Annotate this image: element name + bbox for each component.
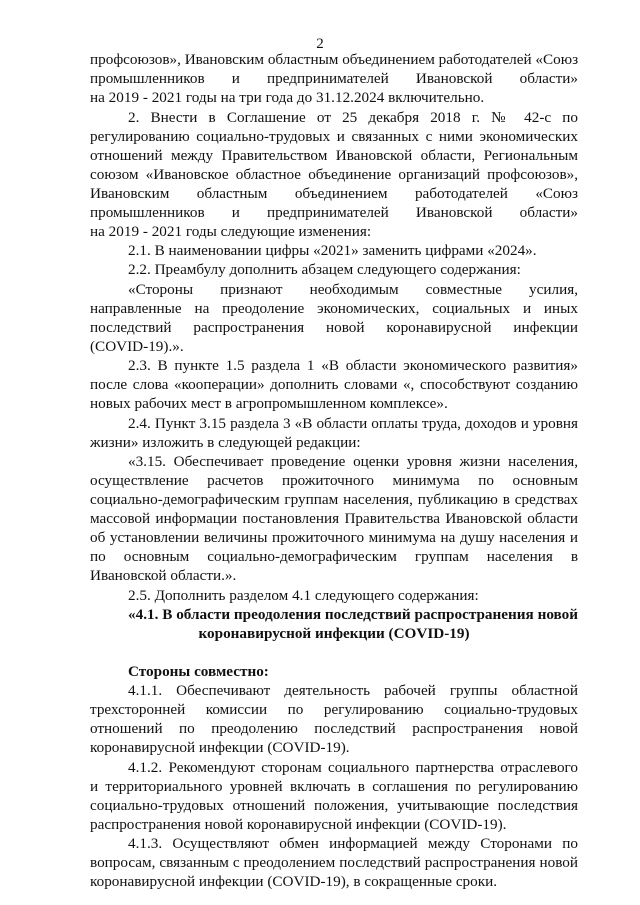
text-line: по основным социально-демографическим группам населения в — [90, 548, 578, 565]
text-line: коронавирусной инфекции (COVID-19), в сокращенные сроки. — [90, 873, 498, 890]
text-line: направленные на преодоление экономических, социальных и иных — [90, 300, 578, 317]
text-line: отношений между Правительством Ивановской области, Региональным — [90, 147, 578, 164]
text-line: регулированию социально-трудовых и связанных с ними экономических — [90, 128, 578, 145]
text-line: массовой информации постановления Правительства Ивановской области — [90, 510, 578, 527]
text-line: 4.1.2. Рекомендуют сторонам социального партнерства отраслевого — [128, 759, 578, 776]
text-line: новых рабочих мест в агропромышленном комплексе». — [90, 395, 448, 412]
text-line: осуществление расчетов прожиточного минимума по основным — [90, 472, 578, 489]
text-line: союзом «Ивановское областное объединение организаций профсоюзов», — [90, 166, 578, 183]
text-line: на 2019 - 2021 годы на три года до 31.12.2024 включительно. — [90, 89, 485, 106]
text-line: 2. Внести в Соглашение от 25 декабря 2018 г. № 42-с по — [128, 109, 578, 126]
text-line: вопросам, связанным с преодолением последствий распространения новой — [90, 854, 578, 871]
text-line: трехсторонней комиссии по регулированию социально-трудовых — [90, 701, 578, 718]
text-line: 2.1. В наименовании цифры «2021» заменить цифрами «2024». — [128, 242, 537, 259]
text-line: 4.1.3. Осуществляют обмен информацией между Сторонами по — [128, 835, 578, 852]
text-line: социально-демографическим группам населения, публикацию в средствах — [90, 491, 578, 508]
text-line: на 2019 - 2021 годы следующие изменения: — [90, 223, 372, 240]
text-line: «Стороны признают необходимым совместные усилия, — [128, 281, 578, 298]
text-line: социально-трудовых отношений положения, учитывающие последствия — [90, 797, 578, 814]
text-line: 2.5. Дополнить разделом 4.1 следующего содержания: — [128, 587, 479, 604]
section-heading: коронавирусной инфекции (COVID-19) — [198, 625, 470, 642]
text-line: промышленников и предпринимателей Ивановской области» — [90, 70, 578, 87]
subheading: Стороны совместно: — [128, 663, 269, 680]
text-line: последствий распространения новой коронавирусной инфекции — [90, 319, 578, 336]
text-line: профсоюзов», Ивановским областным объединением работодателей «Союз — [90, 51, 579, 68]
text-line: жизни» изложить в следующей редакции: — [90, 434, 361, 451]
text-line: промышленников и предпринимателей Ивановской области» — [90, 204, 578, 221]
text-line: 2.3. В пункте 1.5 раздела 1 «В области экономического развития» — [128, 357, 578, 374]
text-line: (COVID-19).». — [90, 338, 184, 355]
text-line: 4.1.1. Обеспечивают деятельность рабочей группы областной — [128, 682, 578, 699]
text-line: 2.2. Преамбулу дополнить абзацем следующего содержания: — [128, 261, 521, 278]
page-number: 2 — [316, 36, 324, 52]
section-heading: «4.1. В области преодоления последствий распространения новой — [128, 606, 578, 623]
text-line: коронавирусной инфекции (COVID-19). — [90, 739, 350, 756]
text-line: Ивановским областным объединением работодателей «Союз — [90, 185, 578, 202]
text-line: «3.15. Обеспечивает проведение оценки уровня жизни населения, — [128, 453, 578, 470]
text-line: после слова «кооперации» дополнить словами «, способствуют созданию — [90, 376, 578, 393]
text-line: отношений по преодолению последствий распространения новой — [90, 720, 578, 737]
text-line: об установлении величины прожиточного минимума на душу населения и — [90, 529, 578, 546]
text-line: распространения новой коронавирусной инфекции (COVID-19). — [90, 816, 507, 833]
text-line: и территориального уровней включать в соглашения по регулированию — [90, 778, 578, 795]
text-line: Ивановской области.». — [90, 567, 237, 584]
text-line: 2.4. Пункт 3.15 раздела 3 «В области оплаты труда, доходов и уровня — [128, 415, 578, 432]
